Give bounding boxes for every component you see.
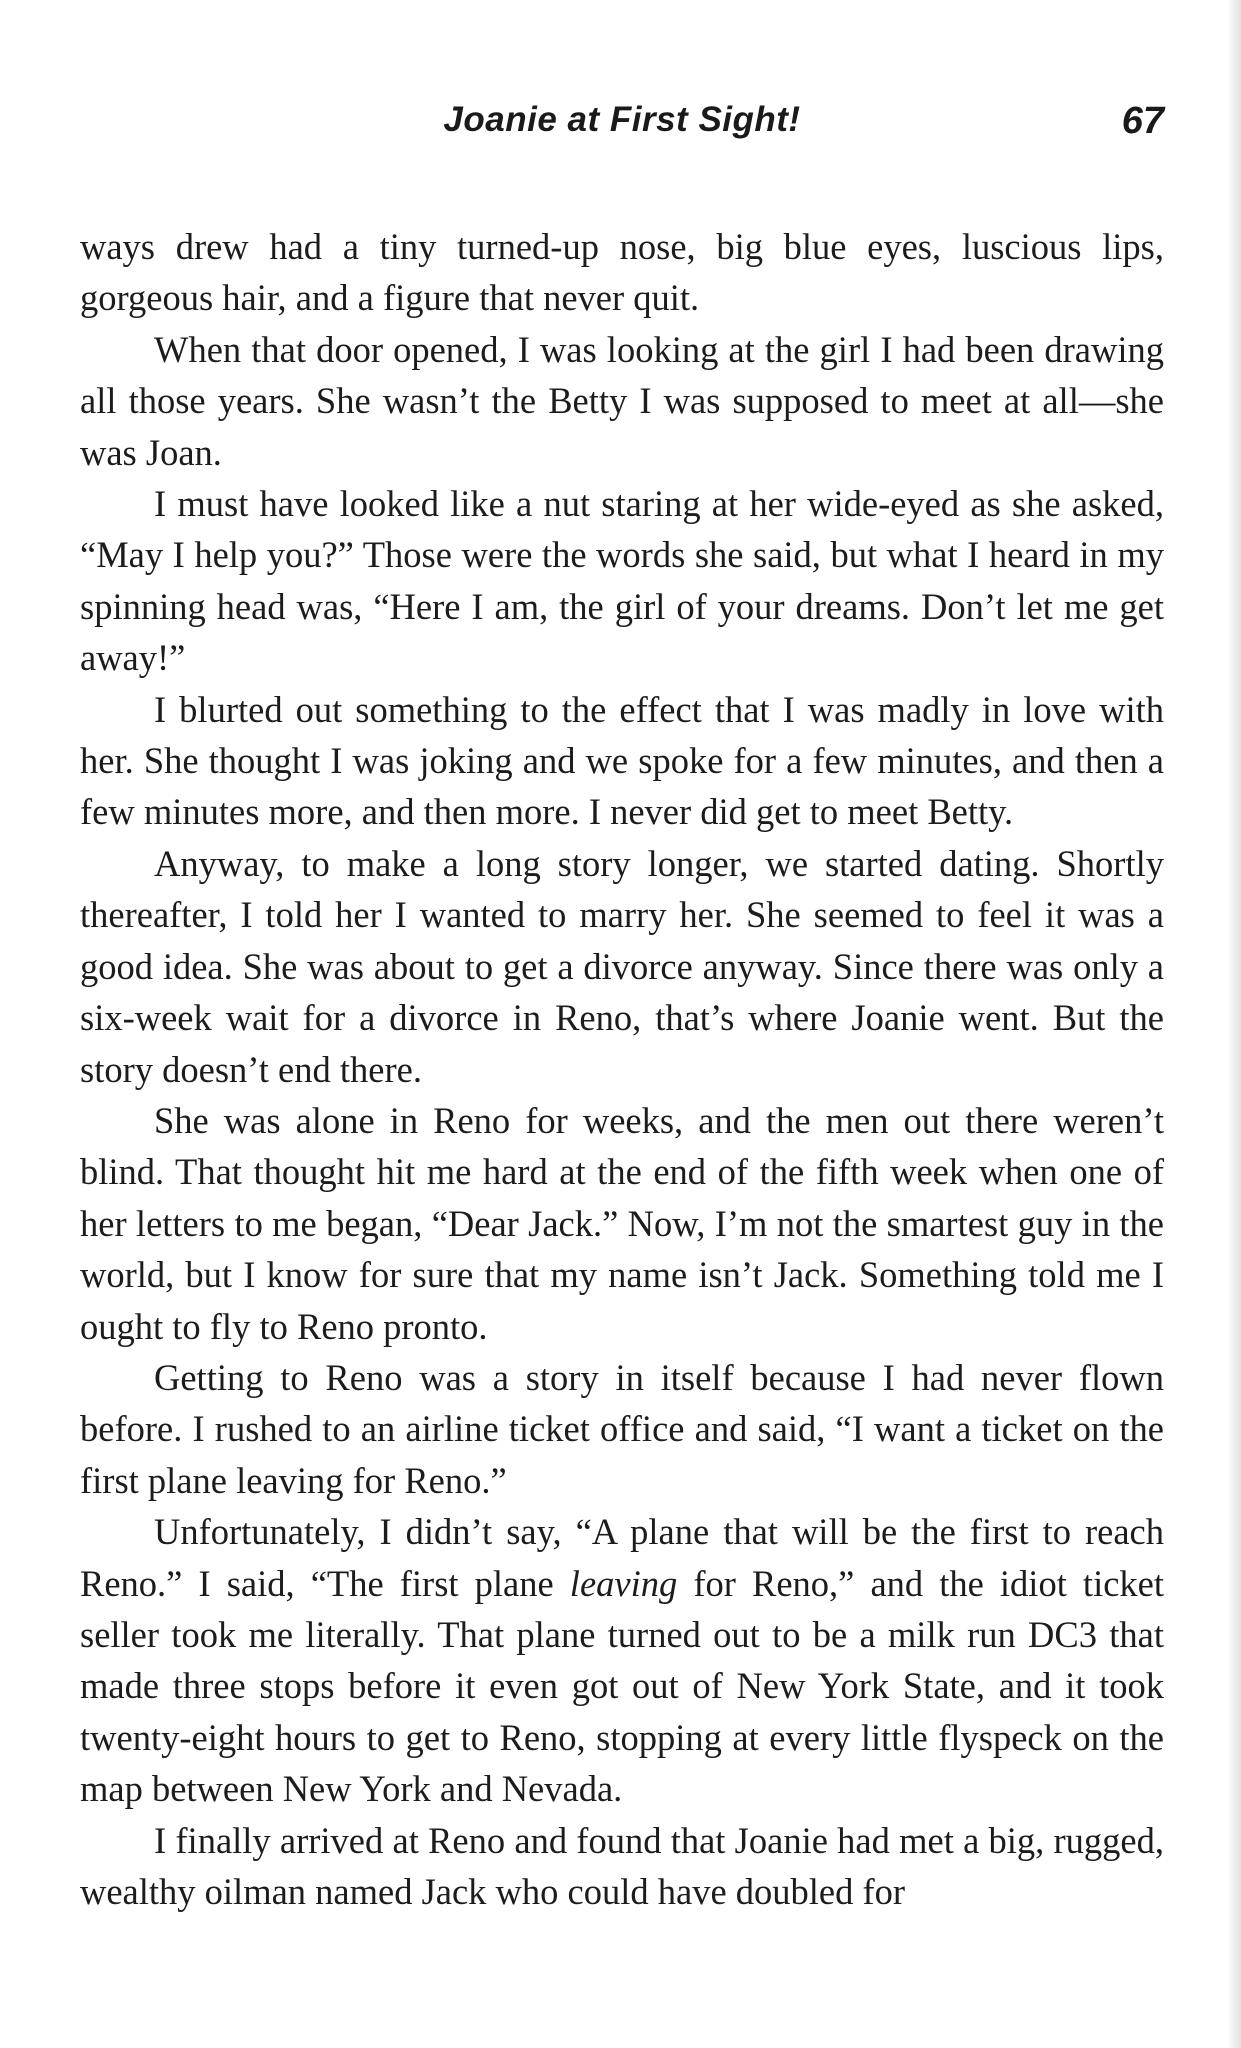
paragraph-8-emphasis: leaving [569, 1562, 678, 1604]
paragraph-1: ways drew had a tiny turned-up nose, big blue eyes, luscious lips, gorgeous hair, and a figure that never quit. [80, 226, 1164, 319]
paragraph-3: I must have looked like a nut staring at her wide-eyed as she asked, “May I help you?” Those were the words she said, but what I heard in my spinning head was, “Here I am, the girl of your dreams. Don’t let me get away!” [80, 483, 1164, 679]
running-head [80, 100, 1164, 152]
body-text [80, 221, 1164, 1917]
paragraph-7: Getting to Reno was a story in itself because I had never flown before. I rushed to an airline ticket office and said, “I want a ticket on the first plane leaving for Reno.” [80, 1356, 1164, 1501]
paragraph-9: I finally arrived at Reno and found that Joanie had met a big, rugged, wealthy oilman named Jack who could have doubled for [80, 1819, 1164, 1912]
paragraph-8-after: for Reno,” and the idiot ticket seller took me literally. That plane turned out to be a milk run DC3 that made three stops before it even got out of New York State, and it took twenty-eight hours to get to Reno, stopping at every little flyspeck on the map between New York and Nevada. [80, 1562, 1165, 1810]
paragraph-4: I blurted out something to the effect that I was madly in love with her. She thought I was joking and we spoke for a few minutes, and then a few minutes more, and then more. I never did get to meet Betty. [80, 688, 1164, 833]
paragraph-6: She was alone in Reno for weeks, and the men out there weren’t blind. That thought hit me hard at the end of the fifth week when one of her letters to me began, “Dear Jack.” Now, I’m not the smartest guy in the world, but I know for sure that my name isn’t Jack. Something told me I ought to fly to Reno pronto. [80, 1099, 1164, 1347]
paragraph-8 [80, 1506, 1164, 1814]
chapter-title: Joanie at First Sight! [443, 100, 801, 139]
paragraph-5: Anyway, to make a long story longer, we started dating. Shortly thereafter, I told her I wanted to marry her. She seemed to feel it was a good idea. She was about to get a divorce anyway. Since there was only a six-week wait for a divorce in Reno, that’s where Joanie went. But the story doesn’t end there. [80, 842, 1164, 1090]
page-edge-shadow [1227, 0, 1241, 2048]
paragraph-2: When that door opened, I was looking at the girl I had been drawing all those years. She wasn’t the Betty I was supposed to meet at all—she was Joan. [80, 328, 1164, 473]
paragraph-8-before: Unfortunately, I didn’t say, “A plane that will be the first to reach Reno.” I said, “The first plane [80, 1511, 1164, 1604]
page-number: 67 [1121, 100, 1164, 142]
